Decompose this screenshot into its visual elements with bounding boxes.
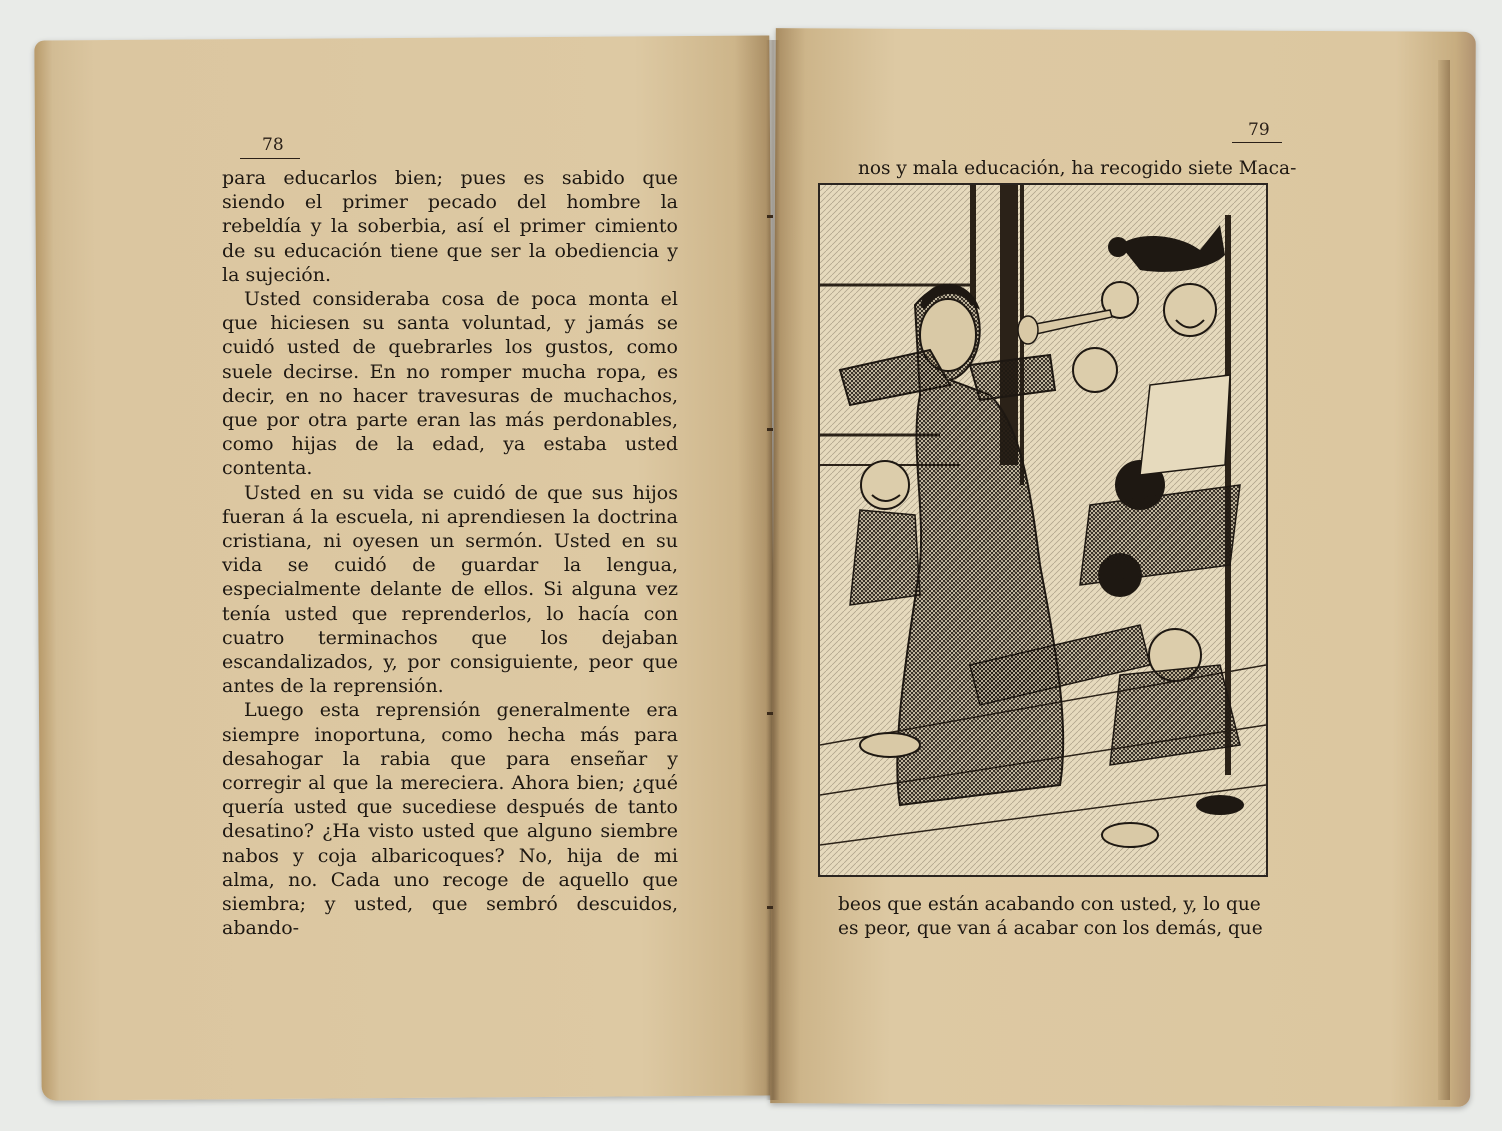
left-folio-rule [240, 158, 300, 159]
paragraph: Usted consideraba cosa de poca monta el que hiciesen su santa voluntad, y jamás se cuidó usted de quebrarles los gustos, como suele decirse. En no romper mucha ropa, es decir, en no hacer travesuras de muchachos, que por otra parte eran las más perdonables, como hijas de la edad, ya estaba usted contenta. [222, 288, 678, 480]
left-page-body [222, 166, 678, 941]
right-folio-rule [1232, 142, 1282, 143]
right-bottom-line-1: beos que están acabando con usted, y, lo que [838, 894, 1261, 915]
paragraph: Luego esta reprensión generalmente era siempre inoportuna, como hecha más para desahogar la rabia que para enseñar y corregir al que la mereciera. Ahora bien; ¿qué quería usted que sucediese después de tanto desatino? ¿Ha visto usted que alguno siembre nabos y coja albaricoques? No, hija de mi alma, no. Cada uno recoge de aquello que siembra; y usted, que sembró descuidos, abando- [222, 699, 678, 940]
stitch-mark [767, 215, 773, 218]
illustration-drawing [820, 185, 1266, 875]
right-bottom-line-2: es peor, que van á acabar con los demás, que [838, 918, 1263, 939]
book-gutter [766, 40, 780, 1100]
paragraph: para educarlos bien; pues es sabido que siendo el primer pecado del hombre la rebeldía y la soberbia, así el primer cimiento de su educación tiene que ser la obediencia y la sujeción. [222, 167, 678, 286]
stitch-mark [767, 428, 773, 431]
page-edge [1438, 60, 1450, 1100]
illustration-engraving [818, 183, 1268, 877]
left-page-number: 78 [262, 135, 284, 155]
stitch-mark [767, 906, 773, 909]
paragraph: Usted en su vida se cuidó de que sus hijos fueran á la escuela, ni aprendiesen la doctrina cristiana, ni oyesen un sermón. Usted en su vida se cuidó de guardar la lengua, especialmente delante de ellos. Si alguna vez tenía usted que reprenderlos, lo hacía con cuatro terminachos que los dejaban escandalizados, y, por consiguiente, peor que antes de la reprensión. [222, 481, 678, 698]
stitch-mark [767, 712, 773, 715]
right-top-line: nos y mala educación, ha recogido siete Maca- [858, 158, 1297, 179]
right-page-number: 79 [1248, 120, 1270, 140]
